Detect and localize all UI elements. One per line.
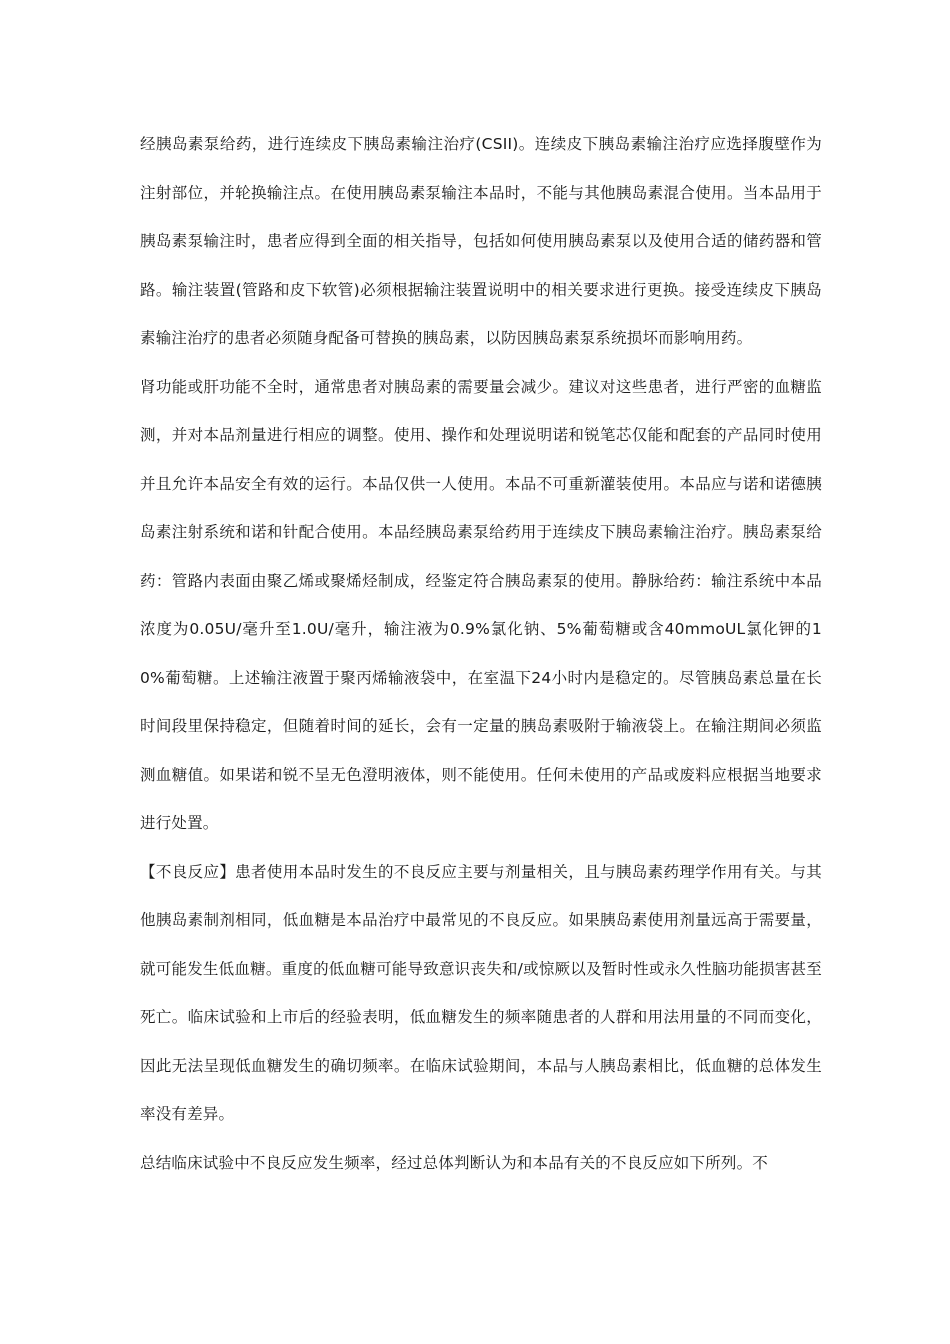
paragraph-renal-hepatic-and-handling: 肾功能或肝功能不全时，通常患者对胰岛素的需要量会减少。建议对这些患者，进行严密的血糖监测，并对本品剂量进行相应的调整。使用、操作和处理说明诺和锐笔芯仅能和配套的产品同时使用并且允许本品安全有效的运行。本品仅供一人使用。本品不可重新灌装使用。本品应与诺和诺德胰岛素注射系统和诺和针配合使用。本品经胰岛素泵给药用于连续皮下胰岛素输注治疗。胰岛素泵给药：管路内表面由聚乙烯或聚烯烃制成，经鉴定符合胰岛素泵的使用。静脉给药：输注系统中本品浓度为0.05U/毫升至1.0U/毫升，输注液为0.9%氯化钠、5%葡萄糖或含40mmoUL氯化钾的10%葡萄糖。上述输注液置于聚丙烯输液袋中，在室温下24小时内是稳定的。尽管胰岛素总量在长时间段里保持稳定，但随着时间的延长，会有一定量的胰岛素吸附于输液袋上。在输注期间必须监测血糖值。如果诺和锐不呈无色澄明液体，则不能使用。任何未使用的产品或废料应根据当地要求进行处置。 xyxy=(140,377,822,832)
document-body xyxy=(140,120,822,1187)
paragraph-pump-administration: 经胰岛素泵给药，进行连续皮下胰岛素输注治疗(CSII)。连续皮下胰岛素输注治疗应选择腹壁作为注射部位，并轮换输注点。在使用胰岛素泵输注本品时，不能与其他胰岛素混合使用。当本品用于胰岛素泵输注时，患者应得到全面的相关指导，包括如何使用胰岛素泵以及使用合适的储药器和管路。输注装置(管路和皮下软管)必须根据输注装置说明中的相关要求进行更换。接受连续皮下胰岛素输注治疗的患者必须随身配备可替换的胰岛素，以防因胰岛素泵系统损坏而影响用药。 xyxy=(140,135,822,347)
paragraph-adverse-summary: 总结临床试验中不良反应发生频率，经过总体判断认为和本品有关的不良反应如下所列。不 xyxy=(140,1153,769,1172)
paragraph-adverse-reactions: 【不良反应】患者使用本品时发生的不良反应主要与剂量相关，且与胰岛素药理学作用有关。与其他胰岛素制剂相同，低血糖是本品治疗中最常见的不良反应。如果胰岛素使用剂量远高于需要量，就可能发生低血糖。重度的低血糖可能导致意识丧失和/或惊厥以及暂时性或永久性脑功能损害甚至死亡。临床试验和上市后的经验表明，低血糖发生的频率随患者的人群和用法用量的不同而变化，因此无法呈现低血糖发生的确切频率。在临床试验期间，本品与人胰岛素相比，低血糖的总体发生率没有差异。 xyxy=(140,862,822,1123)
